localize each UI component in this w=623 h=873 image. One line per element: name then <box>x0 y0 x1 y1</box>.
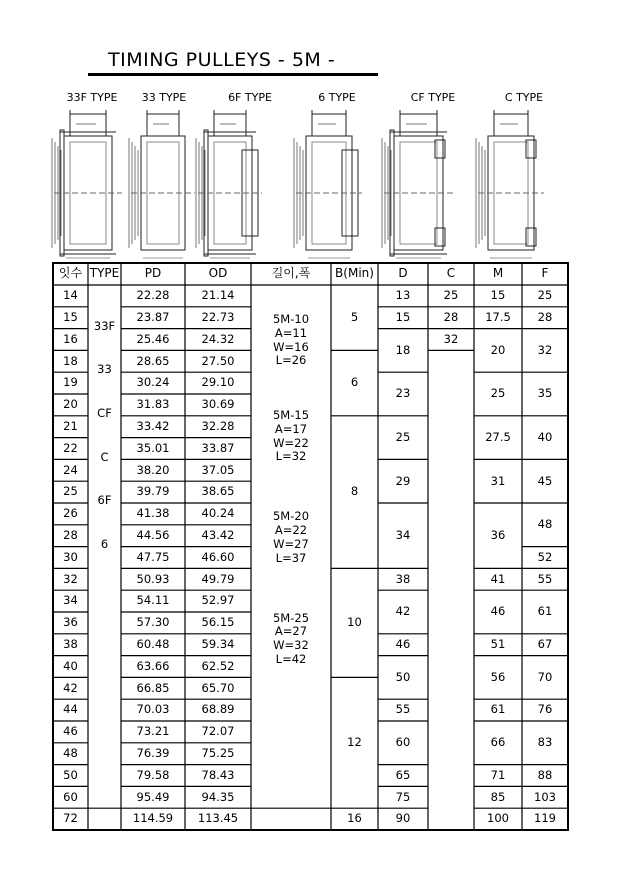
outer-diameter-cell: 56.15 <box>201 615 235 630</box>
belt-dimension-line: A=22 <box>274 523 308 538</box>
pitch-diameter-cell: 57.30 <box>136 615 170 630</box>
belt-dimension-block <box>251 502 331 574</box>
pitch-diameter-cell: 76.39 <box>136 746 170 761</box>
f-cell: 48 <box>537 517 553 532</box>
outer-diameter-cell: 52.97 <box>201 593 235 608</box>
m-cell: 25 <box>490 386 506 401</box>
outer-diameter-cell: 40.24 <box>201 506 235 521</box>
b-min-cell: 16 <box>347 811 362 826</box>
pitch-diameter-cell: 30.24 <box>136 375 170 390</box>
outer-diameter-cell: 29.10 <box>201 375 235 390</box>
outer-diameter-cell: 43.42 <box>201 528 235 543</box>
outer-diameter-cell: 59.34 <box>201 637 235 652</box>
belt-dimension-block <box>251 305 331 377</box>
belt-dimension-line: L=42 <box>275 652 307 667</box>
d-cell: 42 <box>395 604 411 619</box>
outer-diameter-cell: 113.45 <box>197 811 239 826</box>
teeth-count-cell: 14 <box>63 288 78 303</box>
pitch-diameter-cell: 63.66 <box>136 658 170 673</box>
column-header: F <box>541 266 549 281</box>
teeth-count-cell: 38 <box>63 637 78 652</box>
outer-diameter-cell: 94.35 <box>201 789 235 804</box>
belt-dimension-line: A=27 <box>274 624 308 639</box>
m-cell: 20 <box>490 342 506 357</box>
pitch-diameter-cell: 66.85 <box>136 680 170 695</box>
teeth-count-cell: 25 <box>63 484 78 499</box>
outer-diameter-cell: 68.89 <box>201 702 235 717</box>
outer-diameter-cell: 24.32 <box>201 331 235 346</box>
b-min-cell: 6 <box>350 375 359 390</box>
f-cell: 61 <box>537 604 553 619</box>
d-cell: 90 <box>395 811 411 826</box>
teeth-count-cell: 28 <box>63 528 78 543</box>
teeth-count-cell: 32 <box>63 571 78 586</box>
diagram-label: 6F TYPE <box>228 91 272 104</box>
teeth-count-cell: 19 <box>63 375 78 390</box>
m-cell: 66 <box>490 735 506 750</box>
m-cell: 31 <box>490 473 506 488</box>
belt-dimension-line: L=32 <box>275 449 307 464</box>
f-cell: 32 <box>537 342 553 357</box>
pitch-diameter-cell: 73.21 <box>136 724 170 739</box>
c-cell: 32 <box>443 331 459 346</box>
column-header: 길이,폭 <box>271 266 311 281</box>
m-cell: 36 <box>490 528 506 543</box>
f-cell: 83 <box>537 735 553 750</box>
pitch-diameter-cell: 50.93 <box>136 571 170 586</box>
f-cell: 55 <box>537 571 553 586</box>
f-cell: 67 <box>537 637 553 652</box>
belt-dimension-line: 5M-25 <box>272 610 310 625</box>
column-header: TYPE <box>89 266 120 281</box>
d-cell: 15 <box>395 310 411 325</box>
column-header: 잇수 <box>58 266 83 281</box>
m-cell: 61 <box>490 702 506 717</box>
d-cell: 55 <box>395 702 411 717</box>
d-cell: 23 <box>395 386 411 401</box>
outer-diameter-cell: 78.43 <box>201 767 235 782</box>
f-cell: 88 <box>537 767 553 782</box>
teeth-count-cell: 44 <box>63 702 78 717</box>
d-cell: 13 <box>395 288 411 303</box>
teeth-count-cell: 22 <box>63 440 78 455</box>
teeth-count-cell: 48 <box>63 746 78 761</box>
type-label: CF <box>97 406 112 420</box>
belt-dimension-line: A=17 <box>274 421 308 436</box>
diagram-label: 6 TYPE <box>318 91 356 104</box>
teeth-count-cell: 40 <box>63 658 78 673</box>
type-label: C <box>100 449 109 464</box>
outer-diameter-cell: 62.52 <box>201 658 235 673</box>
m-cell: 15 <box>490 288 506 303</box>
diagram-label: 33F TYPE <box>66 91 118 104</box>
teeth-count-cell: 50 <box>63 767 78 782</box>
m-cell: 85 <box>490 789 506 804</box>
d-cell: 50 <box>395 669 411 684</box>
d-cell: 18 <box>395 342 411 357</box>
f-cell: 119 <box>534 811 556 826</box>
teeth-count-cell: 26 <box>63 506 78 521</box>
diagram-label: CF TYPE <box>410 91 456 104</box>
column-header: PD <box>144 266 162 281</box>
f-cell: 45 <box>537 473 553 488</box>
belt-dimension-line: L=37 <box>275 550 307 565</box>
outer-diameter-cell: 72.07 <box>201 724 235 739</box>
b-min-cell: 10 <box>347 615 362 630</box>
m-cell: 51 <box>490 637 506 652</box>
pitch-diameter-cell: 44.56 <box>136 528 170 543</box>
f-cell: 40 <box>537 429 553 444</box>
column-header: D <box>398 266 408 281</box>
teeth-count-cell: 34 <box>63 593 78 608</box>
pitch-diameter-cell: 38.20 <box>136 462 170 477</box>
d-cell: 34 <box>395 528 411 543</box>
teeth-count-cell: 60 <box>63 789 78 804</box>
teeth-count-cell: 30 <box>63 549 78 564</box>
m-cell: 27.5 <box>485 429 511 444</box>
diagram-label: 33 TYPE <box>141 91 187 104</box>
outer-diameter-cell: 30.69 <box>201 397 235 412</box>
f-cell: 28 <box>537 310 553 325</box>
belt-dimension-block <box>251 401 331 473</box>
f-cell: 52 <box>537 549 553 564</box>
outer-diameter-cell: 49.79 <box>201 571 235 586</box>
d-cell: 65 <box>395 767 411 782</box>
type-label: 6F <box>97 493 112 508</box>
outer-diameter-cell: 33.87 <box>201 440 235 455</box>
m-cell: 17.5 <box>485 310 511 325</box>
pitch-diameter-cell: 41.38 <box>136 506 170 521</box>
column-header: B(Min) <box>335 266 374 281</box>
f-cell: 25 <box>537 288 553 303</box>
teeth-count-cell: 16 <box>63 331 78 346</box>
outer-diameter-cell: 75.25 <box>201 746 235 761</box>
teeth-count-cell: 72 <box>63 811 78 826</box>
belt-dimension-line: W=22 <box>273 435 309 450</box>
outer-diameter-cell: 38.65 <box>201 484 235 499</box>
teeth-count-cell: 21 <box>63 419 78 434</box>
type-label: 6 <box>100 536 109 551</box>
outer-diameter-cell: 65.70 <box>201 680 235 695</box>
type-label: 33 <box>97 362 112 377</box>
type-label: 33F <box>93 318 116 333</box>
pitch-diameter-cell: 23.87 <box>136 310 170 325</box>
teeth-count-cell: 18 <box>63 353 78 368</box>
m-cell: 41 <box>490 571 506 586</box>
pitch-diameter-cell: 35.01 <box>136 440 170 455</box>
pitch-diameter-cell: 33.42 <box>136 419 170 434</box>
pitch-diameter-cell: 54.11 <box>136 593 170 608</box>
belt-dimension-line: 5M-20 <box>272 509 310 524</box>
m-cell: 56 <box>490 669 506 684</box>
outer-diameter-cell: 27.50 <box>201 353 235 368</box>
c-cell: 25 <box>443 288 459 303</box>
b-min-cell: 5 <box>350 310 359 325</box>
diagram-label: C TYPE <box>504 91 544 104</box>
teeth-count-cell: 42 <box>63 680 78 695</box>
b-min-cell: 12 <box>347 735 362 750</box>
c-cell: 28 <box>443 310 459 325</box>
belt-dimension-line: W=32 <box>273 638 309 653</box>
d-cell: 25 <box>395 429 411 444</box>
belt-dimension-line: 5M-10 <box>272 311 310 326</box>
pitch-diameter-cell: 114.59 <box>132 811 174 826</box>
f-cell: 35 <box>537 386 553 401</box>
belt-dimension-block <box>251 603 331 675</box>
pitch-diameter-cell: 28.65 <box>136 353 170 368</box>
d-cell: 60 <box>395 735 411 750</box>
pitch-diameter-cell: 60.48 <box>136 637 170 652</box>
d-cell: 46 <box>395 637 411 652</box>
m-cell: 71 <box>490 767 506 782</box>
belt-dimension-line: W=27 <box>273 536 309 551</box>
pitch-diameter-cell: 39.79 <box>136 484 170 499</box>
belt-dimension-line: 5M-15 <box>272 407 310 422</box>
f-cell: 103 <box>534 789 556 804</box>
pitch-diameter-cell: 79.58 <box>136 767 170 782</box>
belt-dimension-line: L=26 <box>275 353 307 368</box>
outer-diameter-cell: 21.14 <box>201 288 235 303</box>
page-title: TIMING PULLEYS - 5M - <box>108 49 336 71</box>
f-cell: 70 <box>537 669 553 684</box>
column-header: C <box>446 266 456 281</box>
outer-diameter-cell: 22.73 <box>201 310 235 325</box>
teeth-count-cell: 24 <box>63 462 78 477</box>
pitch-diameter-cell: 22.28 <box>136 288 170 303</box>
pitch-diameter-cell: 25.46 <box>136 331 170 346</box>
teeth-count-cell: 20 <box>63 397 78 412</box>
belt-dimension-line: A=11 <box>274 325 308 340</box>
column-header: OD <box>208 266 228 281</box>
m-cell: 100 <box>487 811 509 826</box>
f-cell: 76 <box>537 702 553 717</box>
b-min-cell: 8 <box>350 484 359 499</box>
pitch-diameter-cell: 47.75 <box>136 549 170 564</box>
d-cell: 29 <box>395 473 411 488</box>
m-cell: 46 <box>490 604 506 619</box>
pitch-diameter-cell: 95.49 <box>136 789 170 804</box>
teeth-count-cell: 15 <box>63 310 78 325</box>
belt-dimension-line: W=16 <box>273 339 309 354</box>
outer-diameter-cell: 46.60 <box>201 549 235 564</box>
d-cell: 75 <box>395 789 411 804</box>
column-header: M <box>492 266 504 281</box>
pitch-diameter-cell: 70.03 <box>136 702 170 717</box>
outer-diameter-cell: 37.05 <box>201 462 235 477</box>
d-cell: 38 <box>395 571 411 586</box>
teeth-count-cell: 46 <box>63 724 78 739</box>
teeth-count-cell: 36 <box>63 615 78 630</box>
outer-diameter-cell: 32.28 <box>201 419 235 434</box>
pitch-diameter-cell: 31.83 <box>136 397 170 412</box>
